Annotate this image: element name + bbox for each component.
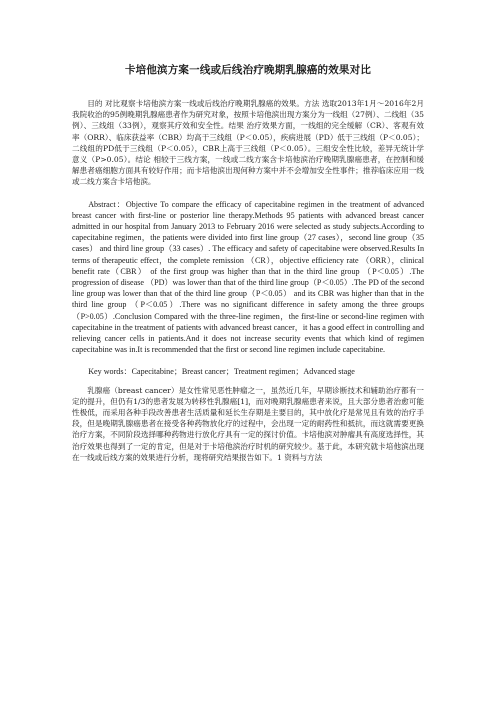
- keywords: Key words：Capecitabine；Breast cancer；Treatment regimen；Advanced stage: [88, 367, 355, 377]
- page-title: 卡培他滨方案一线或后线治疗晚期乳腺癌的效果对比: [124, 64, 372, 76]
- spacer: [72, 355, 424, 366]
- introduction-paragraph: 乳腺癌（breast cancer）是女性常见恶性肿瘤之一，虽然近几年，早期诊断技术和辅助治疗都有一定的提升，但仍有1/3的患者发展为转移性乳腺癌[1]，而对晚期乳腺癌患者来说，且大部分患者治愈可能性极低，而采用各种手段改善患者生活质量和延长生存期是主要目的，其中放化疗是常见且有效的治疗手段，但是晚期乳腺癌患者在接受各种药物放化疗的过程中，会出现一定的耐药性和抵抗，而这就需要更换治疗方案，不同阶段选择哪种药物进行放化疗具有一定的探讨价值。卡培他滨对肿瘤具有高度选择性，其治疗效果也得到了一定的肯定，但是对于卡培他滨治疗时机的研究较少。基于此，本研究就卡培他滨出现在一线或后线方案的效果进行分析，现将研究结果报告如下。1 资料与方法: [72, 385, 424, 462]
- abstract-english: Abstract：Objective To compare the efficacy of capecitabine regimen in the treatment of advanced breast cancer with first-line or posterior line therapy.Methods 95 patients with advanced breast cancer admitted in our hospital from January 2013 to February 2016 were selected as study subjects.According to capecitabine regimen，the patients were divided into first line group（27 cases），second line group（35 cases） and third line group（33 cases）. The efficacy and safety of capecitabine were observed.Results In terms of therapeutic effect，the complete remission （CR），objective efficiency rate （ORR），clinical benefit rate（CBR） of the first group was higher than that in the third line group （P＜0.05）.The progression of disease （PD）was lower than that of the third line group（P＜0.05）.The PD of the second line group was lower than that of the third line group（P＜0.05） and its CBR was higher than that in the third line group （P＜0.05）.There was no significant difference in safety among the three groups（P>0.05）.Conclusion Compared with the three-line regimen，the first-line or second-line regimen with capecitabine in the treatment of patients with advanced breast cancer，it has a good effect in controlling and relieving cancer cells in patients.And it does not increase security events that which kind of regimen capecitabine was in.It is recommended that the first or second line regimen include capecitabine.: [72, 199, 424, 355]
- abstract-chinese: 目的 对比观察卡培他滨方案一线或后线治疗晚期乳腺癌的效果。方法 选取2013年1月～2016年2月我院收治的95例晚期乳腺癌患者作为研究对象，按照卡培他滨出现方案分为一线组（27例）、二线组（35例）、三线组（33例），观察其疗效和安全性。结果 治疗效果方面，一线组的完全缓解（CR）、客观有效率（ORR）、临床获益率（CBR）均高于三线组（P＜0.05），疾病进展（PD）低于三线组（P＜0.05）；二线组的PD低于三线组（P＜0.05），CBR上高于三线组（P＜0.05）。三组安全性比较，差异无统计学意义（P>0.05）。结论 相较于三线方案，一线或二线方案含卡培他滨治疗晚期乳腺癌患者，在控制和缓解患者癌细胞方面具有较好作用；而卡培他滨出现何种方案中并不会增加安全性事件；推荐临床应用一线或二线方案含卡培他滨。: [72, 99, 424, 187]
- spacer: [72, 188, 424, 199]
- spacer: [72, 378, 424, 385]
